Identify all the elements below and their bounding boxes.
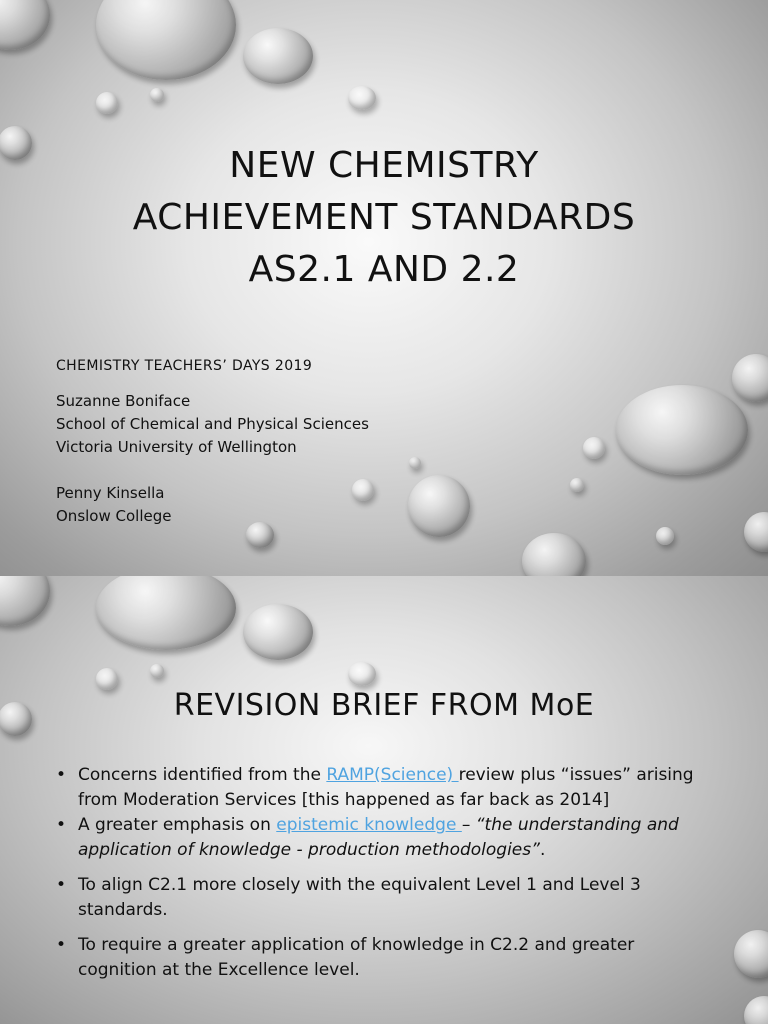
water-droplet-decoration [522, 533, 586, 576]
bullet-list [56, 763, 716, 983]
water-droplet-decoration [150, 664, 164, 678]
list-item [56, 763, 716, 813]
event-name: CHEMISTRY TEACHERS’ DAYS 2019 [56, 358, 313, 374]
presenter-name: Suzanne Boniface [56, 392, 191, 410]
list-item [56, 813, 716, 863]
presenter-name: Penny Kinsella [56, 484, 165, 502]
water-droplet-decoration [96, 92, 118, 114]
slide-heading: REVISION BRIEF FROM MoE [173, 688, 595, 723]
title-line: AS2.1 AND 2.2 [248, 249, 520, 290]
bullet-text: – [461, 815, 476, 835]
water-droplet-decoration [408, 475, 470, 537]
water-droplet-decoration [616, 385, 748, 475]
bullet-icon: • [56, 875, 67, 895]
water-droplet-decoration [0, 0, 50, 50]
list-item [56, 933, 716, 983]
water-droplet-decoration [409, 457, 421, 469]
content-slide [0, 576, 768, 1024]
ramp-science-link[interactable]: RAMP(Science) [326, 765, 459, 785]
bullet-text: review plus “issues” arising from Moderation Services [this happened as far back as 2014] [78, 765, 694, 810]
water-droplet-decoration [570, 478, 584, 492]
water-droplet-decoration [96, 0, 236, 80]
bullet-text: To align C2.1 more closely with the equivalent Level 1 and Level 3 standards. [78, 875, 641, 920]
water-droplet-decoration [744, 996, 768, 1024]
water-droplet-decoration [243, 28, 313, 84]
water-droplet-decoration [0, 576, 50, 626]
bullet-text: A greater emphasis on [78, 815, 277, 835]
water-droplet-decoration [348, 86, 376, 110]
bullet-text: To require a greater application of knowledge in C2.2 and greater cognition at the Excellence level. [78, 935, 635, 980]
bullet-quote: “the understanding and application of knowledge - production methodologies” [78, 815, 679, 860]
water-droplet-decoration [96, 576, 236, 650]
slide-subtitle [56, 358, 369, 528]
water-droplet-decoration [243, 604, 313, 660]
water-droplet-decoration [348, 662, 376, 686]
bullet-text: Concerns identified from the [78, 765, 327, 785]
epistemic-knowledge-link[interactable]: epistemic knowledge [276, 815, 462, 835]
water-droplet-decoration [583, 437, 605, 459]
bullet-icon: • [56, 815, 67, 835]
list-item [56, 873, 716, 923]
water-droplet-decoration [96, 668, 118, 690]
presenter-organization: Victoria University of Wellington [56, 438, 297, 456]
water-droplet-decoration [150, 88, 164, 102]
presenter-department: School of Chemical and Physical Sciences [56, 415, 369, 433]
title-line: NEW CHEMISTRY [229, 145, 539, 186]
water-droplet-decoration [734, 930, 768, 978]
presenter-organization: Onslow College [56, 507, 172, 525]
bullet-icon: • [56, 935, 67, 955]
slide-title [0, 140, 768, 296]
bullet-icon: • [56, 765, 67, 785]
water-droplet-decoration [732, 354, 768, 402]
water-droplet-decoration [656, 527, 674, 545]
title-line: ACHIEVEMENT STANDARDS [132, 197, 636, 238]
bullet-text: . [539, 840, 546, 860]
water-droplet-decoration [744, 512, 768, 552]
